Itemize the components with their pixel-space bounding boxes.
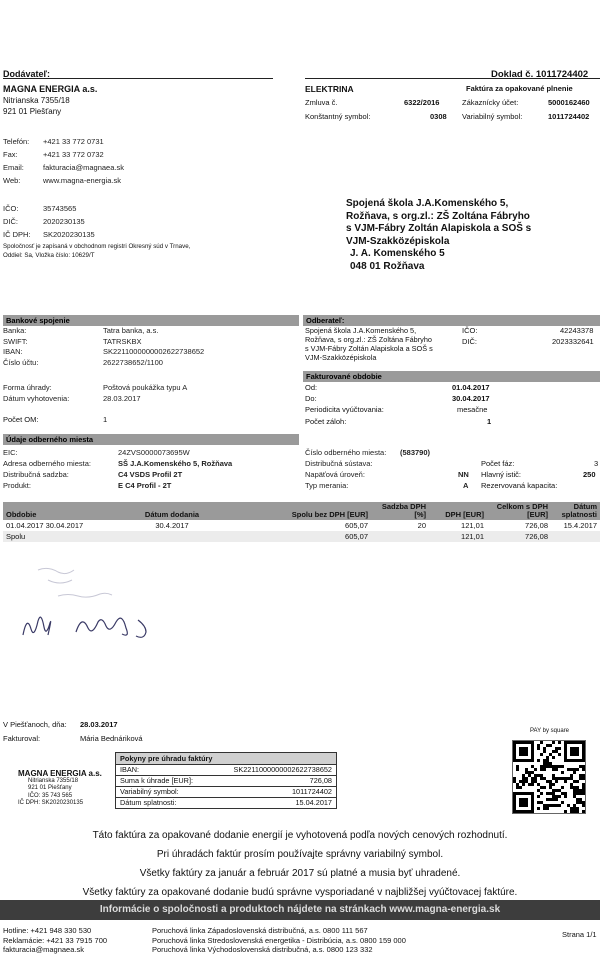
distribution-label: Distribučná sústava: (305, 459, 373, 468)
due-date-cell: 15.4.2017 (563, 521, 597, 530)
invoicer-label: Fakturoval: (3, 734, 41, 743)
phases-label: Počet fáz: (481, 459, 515, 468)
col-vat-rate: Sadzba DPH [%] (371, 502, 429, 520)
email-label: Email: (3, 163, 24, 172)
icdph-value: SK2020230135 (43, 230, 95, 239)
col-due-date: Dátum splatnosti (551, 502, 600, 520)
note-line: Táto faktúra za opakované dodanie energií je vyhotovená podľa nových cenových rozhodnutí. (92, 830, 508, 841)
total-sum: 726,08 (525, 532, 548, 541)
total-cell: 726,08 (525, 521, 548, 530)
pay-vs-value: 1011724402 (291, 787, 332, 796)
pay-due-value: 15.04.2017 (295, 798, 332, 807)
payment-instructions (115, 752, 337, 809)
product-value: E C4 Profil - 2T (118, 481, 172, 490)
note-line: Všetky faktúry za opakované dodanie budú správne vysporiadané v najbližšej vyúčtovacej faktúre. (82, 887, 518, 898)
col-vat: DPH [EUR] (429, 502, 487, 520)
constant-symbol-value: 0308 (430, 112, 447, 121)
meter-mid (305, 448, 469, 491)
icdph-label: IČ DPH: (3, 230, 31, 239)
customer-dic-label: DIČ: (462, 337, 477, 346)
vat-rate-cell: 20 (417, 521, 426, 530)
dic-value: 2020230135 (43, 217, 85, 226)
swift-label: SWIFT: (3, 336, 28, 346)
pay-due-label: Dátum splatnosti: (120, 798, 177, 807)
customer-line: Spojená škola J.A.Komenského 5, (305, 326, 417, 335)
phone-value: +421 33 772 0731 (43, 137, 104, 146)
bank-header: Bankové spojenie (3, 315, 299, 326)
pay-iban-label: IBAN: (120, 765, 140, 774)
om-number-label: Číslo odberného miesta: (305, 448, 387, 457)
contract-label: Zmluva č. (305, 98, 338, 107)
contract-value: 6322/2016 (404, 98, 440, 107)
issue-date: 28.03.2017 (80, 720, 118, 729)
metering-label: Typ merania: (305, 481, 349, 490)
pay-vs-label: Variabilný symbol: (120, 787, 179, 796)
recipient-line: s VJM-Fábry Zoltán Alapiskola a SOŠ s (346, 223, 532, 235)
fax-value: +421 33 772 0732 (43, 150, 104, 159)
billing-period-header: Fakturované obdobie (303, 371, 600, 382)
supplier-street: Nitrianska 7355/18 (3, 96, 70, 105)
address-label: Adresa odberného miesta: (3, 459, 91, 468)
customer-account-value: 5000162460 (548, 98, 590, 107)
pay-iban-value: SK2211000000002622738652 (233, 765, 332, 774)
period-from-label: Od: (305, 383, 318, 392)
supplier-header: Dodávateľ: (3, 69, 50, 79)
qr-code-pattern (513, 741, 585, 813)
breaker-label: Hlavný istič: (481, 470, 522, 479)
footer-fault-line: Poruchová linka Východoslovenská distribučná, a.s. 0800 123 332 (152, 945, 373, 954)
customer-ico-value: 42243378 (560, 326, 594, 335)
stamp-ico: IČO: 35 743 565 (28, 792, 73, 799)
table-row (3, 520, 600, 531)
register-line-1: Spoločnosť je zapísaná v obchodnom registri Okresný súd v Trnave, (3, 243, 191, 250)
distribution-value (458, 459, 469, 469)
ico-label: IČO: (3, 204, 19, 213)
swift-value: TATRSKBX (103, 336, 142, 346)
footer-fault-line: Poruchová linka Stredoslovenská energetika - Distribúcia, a.s. 0800 159 000 (152, 935, 406, 945)
net-cell: 605,07 (345, 521, 368, 530)
recipient-line: VJM-Szakközépiskola (346, 235, 450, 247)
footer-email: fakturacia@magnaea.sk (3, 945, 84, 954)
period-to: 30.04.2017 (45, 521, 84, 530)
fax-label: Fax: (3, 150, 18, 159)
register-line-2: Oddiel: Sa, Vložka číslo: 10629/T (3, 252, 95, 259)
rate-value: C4 VSDS Profil 2T (118, 470, 183, 479)
ico-value: 35743565 (43, 204, 77, 213)
meter-left (3, 448, 232, 491)
supplier-ids (3, 203, 95, 241)
signature (18, 560, 178, 650)
customer-ico-label: IČO: (462, 326, 478, 335)
eic-label: EIC: (3, 448, 18, 457)
deposits-value: 1 (487, 417, 492, 426)
page-number: Strana 1/1 (562, 930, 597, 939)
period-cell (3, 520, 119, 531)
stamp-city: 921 01 Piešťany (28, 785, 72, 791)
footer-hotline: Hotline: +421 948 330 530 (3, 926, 92, 935)
footer-complaints: Reklamácie: +421 33 7915 700 (3, 935, 108, 945)
customer-line: VJM-Szakközépiskola (305, 353, 377, 362)
document-type: ELEKTRINA (305, 84, 354, 94)
customer-lines (305, 326, 433, 362)
payment-form-label: Forma úhrady: (3, 383, 52, 392)
recipient-line: Rožňava, s org.zl.: ZŠ Zoltána Fábryho (346, 210, 530, 222)
total-label: Spolu (6, 532, 26, 541)
web-label: Web: (3, 176, 21, 185)
pay-amount-value: 726,08 (309, 776, 332, 785)
variable-symbol-label: Variabilný symbol: (462, 112, 523, 121)
issue-date-value: 28.03.2017 (103, 393, 141, 403)
qr-code-icon (512, 740, 586, 814)
customer-header: Odberateľ: (303, 315, 600, 326)
pay-row-vs (116, 787, 336, 798)
reserved-capacity-label: Rezervovaná kapacita: (481, 481, 558, 490)
constant-symbol-label: Konštantný symbol: (305, 112, 371, 121)
dic-label: DIČ: (3, 217, 18, 226)
delivery-date-cell: 30.4.2017 (155, 521, 189, 530)
pay-amount-label: Suma k úhrade [EUR]: (120, 776, 194, 785)
customer-account-label: Zákaznícky účet: (462, 98, 519, 107)
account-value: 2622738652/1100 (103, 357, 163, 367)
footer-fault-lines (152, 926, 406, 955)
customer-line: s VJM-Fábry Zoltán Alapiskola a SOŠ s (305, 344, 433, 353)
account-label: Číslo účtu: (3, 357, 39, 367)
periodicity-label: Periodicita vyúčtovania: (305, 405, 384, 414)
eic-value: 24ZVS0000073695W (118, 448, 190, 457)
period-from-value: 01.04.2017 (452, 383, 490, 392)
pay-by-square-label: PAY by square (530, 728, 570, 734)
company-stamp (18, 770, 102, 808)
customer-line: Rožňava, s org.zl.: ZŠ Zoltána Fábryho (305, 335, 432, 344)
total-net: 605,07 (345, 532, 368, 541)
phases-value: 3 (594, 459, 599, 468)
web-value: www.magna-energia.sk (43, 176, 121, 185)
meter-header: Údaje odberného miesta (3, 434, 299, 445)
col-period: Obdobie (3, 502, 119, 520)
payment-form-value: Poštová poukážka typu A (103, 383, 188, 392)
period-to-value: 30.04.2017 (452, 394, 490, 403)
customer-dic-value: 2023332641 (552, 337, 594, 346)
note-line: Pri úhradách faktúr prosím používajte správny variabilný symbol. (156, 849, 444, 860)
table-total-row (3, 531, 600, 542)
stamp-name: MAGNA ENERGIA a.s. (18, 769, 102, 778)
supplier-name: MAGNA ENERGIA a.s. (3, 84, 98, 94)
period-from: 01.04.2017 (6, 521, 44, 530)
rate-label: Distribučná sadzba: (3, 470, 69, 479)
recipient-line: J. A. Komenského 5 (350, 248, 445, 260)
om-count-value: 1 (103, 415, 108, 424)
recipient-address (346, 198, 531, 274)
iban-value: SK2211000000002622738652 (103, 347, 205, 356)
pay-row-due (116, 798, 336, 808)
pay-row-iban (116, 765, 336, 776)
period-to-label: Do: (305, 394, 317, 403)
footer-bar: Informácie o spoločnosti a produktoch nájdete na stránkach www.magna-energia.sk (0, 900, 600, 920)
invoicer-name: Mária Bednáriková (80, 734, 143, 743)
note-line: Všetky faktúry za január a február 2017 sú platné a musia byť uhradené. (139, 868, 461, 879)
document-subtitle: Faktúra za opakované plnenie (466, 84, 573, 93)
breaker-value: 250 (583, 470, 596, 479)
om-count-label: Počet OM: (3, 415, 39, 424)
notes (0, 826, 600, 902)
recipient-line: 048 01 Rožňava (350, 260, 425, 272)
col-total: Celkom s DPH [EUR] (487, 502, 551, 520)
payment-instructions-title: Pokyny pre úhradu faktúry (116, 753, 336, 765)
address-value: SŠ J.A.Komenského 5, Rožňava (118, 459, 233, 468)
document-number: Doklad č. 1011724402 (491, 69, 589, 80)
pay-row-amount (116, 776, 336, 787)
total-vat: 121,01 (461, 532, 484, 541)
col-delivery-date: Dátum dodania (119, 502, 225, 520)
phone-label: Telefón: (3, 137, 30, 146)
vat-cell: 121,01 (461, 521, 484, 530)
table-header-row (3, 502, 600, 520)
stamp-street: Nitrianska 7355/18 (28, 777, 79, 784)
issue-date-label: Dátum vyhotovenia: (3, 393, 70, 403)
bank-label: Banka: (3, 326, 27, 335)
bank-rows (3, 326, 204, 367)
supplier-city: 921 01 Piešťany (3, 107, 62, 116)
variable-symbol-value: 1011724402 (548, 112, 590, 121)
footer-contacts (3, 926, 107, 955)
deposits-label: Počet záloh: (305, 417, 347, 426)
period-table (3, 502, 600, 542)
voltage-value: NN (458, 470, 469, 479)
recipient-line: Spojená škola J.A.Komenského 5, (346, 198, 509, 209)
issue-place-label: V Piešťanoch, dňa: (3, 720, 67, 729)
bank-value: Tatra banka, a.s. (103, 326, 159, 335)
stamp-icdph: IČ DPH: SK2020230135 (18, 800, 84, 806)
voltage-label: Napäťová úroveň: (305, 470, 365, 479)
om-number-value: (583790) (400, 448, 431, 457)
col-net: Spolu bez DPH [EUR] (225, 502, 371, 520)
payment-rows (3, 383, 187, 403)
product-label: Produkt: (3, 481, 31, 490)
metering-value: A (463, 481, 469, 490)
periodicity-value: mesačne (457, 405, 488, 414)
iban-label: IBAN: (3, 347, 23, 356)
footer-fault-line: Poruchová linka Západoslovenská distribučná, a.s. 0800 111 567 (152, 926, 368, 935)
supplier-contacts (3, 136, 124, 187)
email-value: fakturacia@magnaea.sk (43, 163, 124, 172)
